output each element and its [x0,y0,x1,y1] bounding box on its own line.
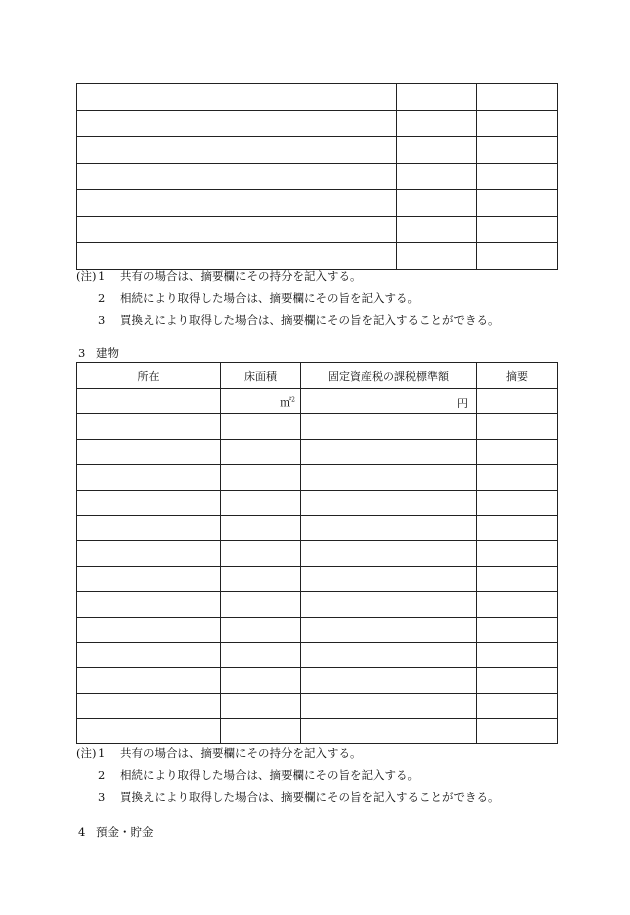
table-cell[interactable] [477,465,558,490]
section-heading-building [78,345,119,361]
table-row [77,163,558,190]
table-cell[interactable] [477,617,558,642]
unit-label-yen: 円 [301,389,477,414]
note-prefix [76,309,98,331]
table-cell[interactable] [477,592,558,617]
table-cell[interactable] [477,190,558,217]
table-cell[interactable] [477,693,558,718]
table-cell[interactable] [77,490,221,515]
note-prefix [76,786,98,808]
table-cell[interactable] [221,515,301,540]
section-number: 4 [78,825,86,839]
note-number: 3 [98,790,106,804]
table-row [77,465,558,490]
table-cell[interactable] [77,216,397,243]
table-cell[interactable] [221,617,301,642]
table-cell[interactable] [477,490,558,515]
table-row [77,190,558,217]
table-row [77,110,558,137]
table-cell[interactable] [77,642,221,667]
note-text: 共有の場合は、摘要欄にその持分を記入する。 [120,746,362,760]
table-row [77,541,558,566]
table-row [77,439,558,464]
column-header-remarks: 摘要 [477,363,558,389]
section-number: 3 [78,346,86,360]
section-title: 建物 [96,346,119,360]
table-cell[interactable] [77,389,221,414]
table-cell[interactable] [301,414,477,439]
table-cell[interactable] [77,515,221,540]
note-prefix: (注) [76,269,97,283]
section-title: 預金・貯金 [96,825,154,839]
table-cell[interactable] [477,84,558,111]
table-cell[interactable] [301,541,477,566]
table-cell[interactable] [477,719,558,744]
table-row [77,592,558,617]
table-cell[interactable] [477,110,558,137]
table-cell[interactable] [477,668,558,693]
note-line [76,742,500,764]
table-cell[interactable] [477,137,558,164]
table-cell[interactable] [397,110,477,137]
table-cell[interactable] [477,541,558,566]
table-cell[interactable] [301,617,477,642]
table-cell[interactable] [397,163,477,190]
table-cell[interactable] [397,216,477,243]
table-cell[interactable] [221,465,301,490]
table-cell[interactable] [477,566,558,591]
table-row [77,566,558,591]
table-row [77,414,558,439]
table-cell[interactable] [221,566,301,591]
table-cell[interactable] [397,84,477,111]
table-row [77,389,558,414]
column-header-floor-area: 床面積 [221,363,301,389]
table-cell[interactable] [477,216,558,243]
notes-block [76,742,500,808]
table-cell[interactable] [477,414,558,439]
note-line [76,786,500,808]
table-cell[interactable] [77,190,397,217]
table-cell[interactable] [77,541,221,566]
table-cell[interactable] [221,693,301,718]
table-cell[interactable] [477,439,558,464]
table-cell[interactable] [77,414,221,439]
note-text: 買換えにより取得した場合は、摘要欄にその旨を記入することができる。 [120,313,500,327]
table-row [77,719,558,744]
column-header-location: 所在 [77,363,221,389]
section-heading-deposits [78,824,154,840]
table-cell[interactable] [77,566,221,591]
table-cell[interactable] [301,515,477,540]
table-cell[interactable] [221,541,301,566]
table-row [77,617,558,642]
table-cell[interactable] [77,110,397,137]
table-cell[interactable] [301,642,477,667]
note-number: 1 [98,269,106,283]
table-cell[interactable] [77,439,221,464]
table-cell[interactable] [77,693,221,718]
table-cell[interactable] [77,84,397,111]
table-row [77,693,558,718]
note-text: 買換えにより取得した場合は、摘要欄にその旨を記入することができる。 [120,790,500,804]
unit-label-area: ㎡$^2$ [221,389,301,414]
table-row [77,216,558,243]
table-cell[interactable] [77,163,397,190]
note-number: 1 [98,746,106,760]
table-cell[interactable] [301,439,477,464]
table-cell[interactable] [477,642,558,667]
note-text: 相続により取得した場合は、摘要欄にその旨を記入する。 [120,768,419,782]
note-prefix: (注) [76,746,97,760]
table-cell[interactable] [477,163,558,190]
table-cell[interactable] [301,566,477,591]
table-cell[interactable] [221,490,301,515]
note-line [76,265,500,287]
table-cell[interactable] [77,465,221,490]
table-cell[interactable] [77,719,221,744]
notes-block [76,265,500,331]
note-line [76,309,500,331]
table-cell[interactable] [77,668,221,693]
table-cell[interactable] [77,137,397,164]
note-number: 3 [98,313,106,327]
table-cell[interactable] [221,668,301,693]
table-cell[interactable] [77,617,221,642]
table-row [77,137,558,164]
note-number: 2 [98,291,106,305]
table-cell[interactable] [301,465,477,490]
table-cell[interactable] [301,693,477,718]
table-row [77,490,558,515]
table-header-row [77,363,558,389]
note-prefix [76,764,98,786]
table-cell[interactable] [301,490,477,515]
note-text: 相続により取得した場合は、摘要欄にその旨を記入する。 [120,291,419,305]
table-cell[interactable] [301,592,477,617]
table-cell[interactable] [477,515,558,540]
table-row [77,515,558,540]
note-line [76,764,500,786]
building-table [76,362,558,744]
table-row [77,668,558,693]
table-cell[interactable] [397,190,477,217]
table-cell[interactable] [221,642,301,667]
note-text: 共有の場合は、摘要欄にその持分を記入する。 [120,269,362,283]
note-prefix [76,287,98,309]
table-cell[interactable] [301,668,477,693]
note-line [76,287,500,309]
table-cell[interactable] [221,592,301,617]
table-cell[interactable] [477,389,558,414]
table-cell[interactable] [221,719,301,744]
table-cell[interactable] [221,439,301,464]
column-header-tax-base: 固定資産税の課税標準額 [301,363,477,389]
table-cell[interactable] [221,414,301,439]
table-row [77,84,558,111]
table-cell[interactable] [397,137,477,164]
table-cell[interactable] [77,592,221,617]
land-table [76,83,558,270]
table-row [77,642,558,667]
table-cell[interactable] [301,719,477,744]
note-number: 2 [98,768,106,782]
